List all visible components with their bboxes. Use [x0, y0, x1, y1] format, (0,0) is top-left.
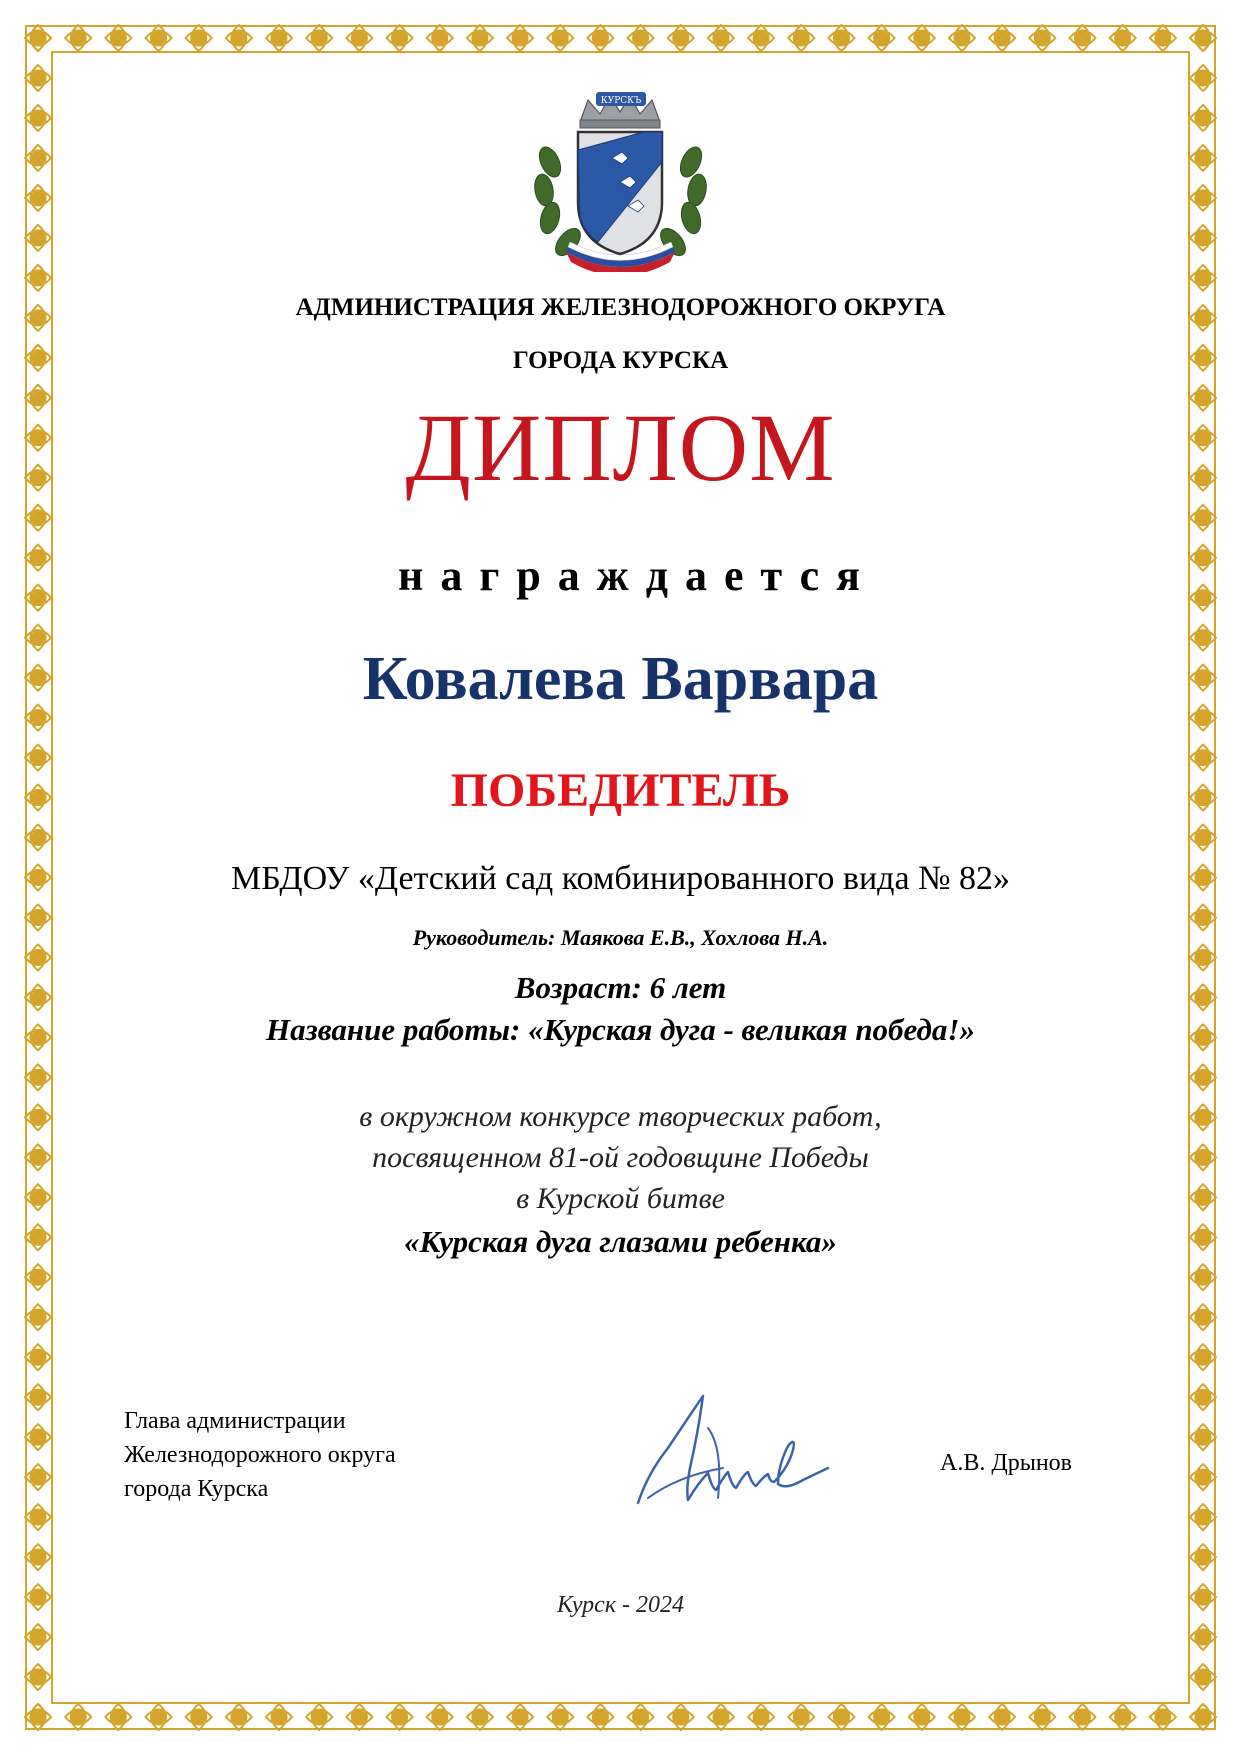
diploma-title: ДИПЛОМ [405, 394, 836, 501]
border-ornament [152, 31, 166, 45]
border-ornament [1196, 1070, 1210, 1084]
border-ornament [31, 511, 45, 525]
border-ornament [111, 31, 125, 45]
border-ornament [1196, 1550, 1210, 1564]
border-ornament [1196, 1670, 1210, 1684]
border-ornament [272, 1710, 286, 1724]
border-ornament [352, 1710, 366, 1724]
border-ornament [31, 1670, 45, 1684]
border-ornament [995, 1710, 1009, 1724]
border-ornament [714, 1710, 728, 1724]
border-ornament [1196, 1310, 1210, 1324]
signature-icon [628, 1388, 848, 1523]
border-ornament [915, 31, 929, 45]
border-ornament [674, 31, 688, 45]
border-ornament [31, 910, 45, 924]
border-ornament [834, 31, 848, 45]
border-ornament [875, 1710, 889, 1724]
border-ornament [553, 31, 567, 45]
border-ornament [1196, 1710, 1210, 1724]
border-ornament [31, 271, 45, 285]
border-ornament [31, 1510, 45, 1524]
city-year: Курск - 2024 [556, 1592, 685, 1618]
border-ornament [1196, 910, 1210, 924]
border-ornament [1196, 191, 1210, 205]
border-ornament [1196, 511, 1210, 525]
awarded-caption: награждается [398, 551, 877, 600]
border-ornament [1196, 950, 1210, 964]
work-title-line: Название работы: «Курская дуга - великая победа!» [266, 1012, 975, 1047]
border-ornament [794, 31, 808, 45]
border-ornament [473, 1710, 487, 1724]
border-ornament [31, 71, 45, 85]
border-ornament [754, 1710, 768, 1724]
border-ornament [1196, 1270, 1210, 1284]
coat-of-arms-icon [528, 92, 713, 272]
leaders-line: Руководитель: Маякова Е.В., Хохлова Н.А. [412, 925, 829, 950]
border-ornament [1196, 1350, 1210, 1364]
border-ornament [312, 31, 326, 45]
border-ornament [1035, 1710, 1049, 1724]
border-ornament [1196, 271, 1210, 285]
signatory-title-line-1: Глава администрации [124, 1408, 346, 1434]
organization-line-2: ГОРОДА КУРСКА [512, 347, 729, 374]
border-ornament [1196, 831, 1210, 845]
border-ornament [31, 1070, 45, 1084]
border-ornament [995, 31, 1009, 45]
border-ornament [71, 1710, 85, 1724]
border-ornament [232, 31, 246, 45]
recipient-name: Ковалева Варвара [362, 645, 879, 713]
border-ornament [955, 1710, 969, 1724]
border-ornament [955, 31, 969, 45]
border-ornament [634, 1710, 648, 1724]
border-ornament [714, 31, 728, 45]
border-ornament [754, 31, 768, 45]
contest-line-1: в окружном конкурсе творческих работ, [359, 1100, 882, 1133]
border-ornament [111, 1710, 125, 1724]
organization-line-1: АДМИНИСТРАЦИЯ ЖЕЛЕЗНОДОРОЖНОГО ОКРУГА [295, 294, 946, 321]
border-ornament [31, 831, 45, 845]
border-ornament [31, 1470, 45, 1484]
border-ornament [794, 1710, 808, 1724]
border-ornament [192, 1710, 206, 1724]
border-ornament [31, 1430, 45, 1444]
border-ornament [1196, 231, 1210, 245]
border-ornament [1196, 31, 1210, 45]
signatory-name: А.В. Дрынов [940, 1450, 1073, 1476]
crest-ribbon-text: КУРСКЪ [600, 96, 642, 106]
border-ornament [31, 191, 45, 205]
border-ornament [1196, 1470, 1210, 1484]
border-ornament [31, 1390, 45, 1404]
border-ornament [834, 1710, 848, 1724]
winner-status: ПОБЕДИТЕЛЬ [450, 764, 791, 817]
border-ornament [31, 31, 45, 45]
institution-name: МБДОУ «Детский сад комбинированного вида № 82» [230, 860, 1011, 897]
border-ornament [232, 1710, 246, 1724]
border-ornament [31, 151, 45, 165]
signatory-title-line-2: Железнодорожного округа [124, 1442, 396, 1468]
border-ornament [393, 31, 407, 45]
border-ornament [1075, 1710, 1089, 1724]
border-ornament [473, 31, 487, 45]
contest-line-2: посвященном 81-ой годовщине Победы [372, 1141, 869, 1174]
border-ornament [875, 31, 889, 45]
border-ornament [71, 31, 85, 45]
border-ornament [1196, 71, 1210, 85]
border-ornament [1196, 111, 1210, 125]
contest-name: «Курская дуга глазами ребенка» [404, 1224, 837, 1259]
border-ornament [31, 1710, 45, 1724]
border-ornament [593, 31, 607, 45]
border-ornament [915, 1710, 929, 1724]
border-ornament [1116, 1710, 1130, 1724]
border-ornament [433, 31, 447, 45]
border-ornament [352, 31, 366, 45]
border-ornament [1196, 631, 1210, 645]
border-ornament [31, 1630, 45, 1644]
border-ornament [553, 1710, 567, 1724]
border-ornament [433, 1710, 447, 1724]
border-ornament [31, 1270, 45, 1284]
border-ornament [1196, 1390, 1210, 1404]
signatory-title-line-3: города Курска [124, 1476, 269, 1502]
border-ornament [272, 31, 286, 45]
border-ornament [312, 1710, 326, 1724]
border-ornament [393, 1710, 407, 1724]
border-ornament [31, 111, 45, 125]
border-ornament [1116, 31, 1130, 45]
signatory-title [124, 1404, 396, 1506]
contest-line-3: в Курской битве [516, 1182, 725, 1215]
border-ornament [31, 1350, 45, 1364]
border-ornament [1196, 1510, 1210, 1524]
border-ornament [192, 31, 206, 45]
border-ornament [1156, 31, 1170, 45]
border-ornament [593, 1710, 607, 1724]
border-ornament [152, 1710, 166, 1724]
border-ornament [1156, 1710, 1170, 1724]
border-ornament [31, 631, 45, 645]
border-ornament [31, 1550, 45, 1564]
border-ornament [1196, 1630, 1210, 1644]
border-ornament [674, 1710, 688, 1724]
border-ornament [1196, 151, 1210, 165]
border-ornament [1035, 31, 1049, 45]
border-ornament [31, 1310, 45, 1324]
border-ornament [31, 950, 45, 964]
border-ornament [513, 1710, 527, 1724]
age-line: Возраст: 6 лет [514, 970, 727, 1005]
border-ornament [1075, 31, 1089, 45]
border-ornament [1196, 1430, 1210, 1444]
border-ornament [634, 31, 648, 45]
border-ornament [513, 31, 527, 45]
border-ornament [31, 231, 45, 245]
